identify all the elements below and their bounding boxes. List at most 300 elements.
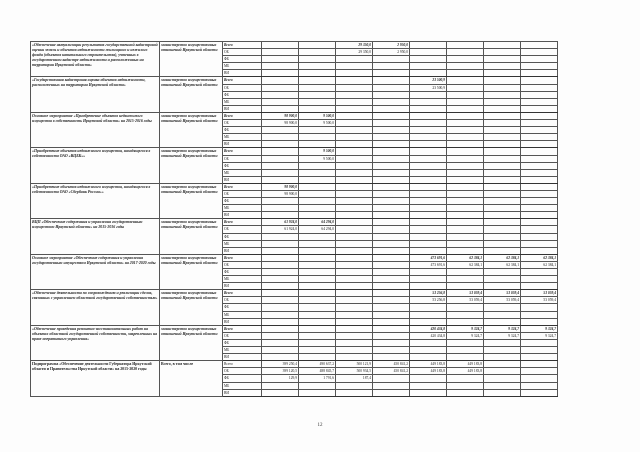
- value-cell: [484, 354, 521, 361]
- value-cell: [484, 169, 521, 176]
- funding-source-cell: МБ: [223, 63, 262, 70]
- value-cell: [410, 219, 447, 226]
- value-cell: [484, 148, 521, 155]
- value-cell: [410, 375, 447, 382]
- value-cell: 53 059,4: [484, 297, 521, 304]
- value-cell: [373, 233, 410, 240]
- value-cell: [373, 290, 410, 297]
- value-cell: [262, 269, 299, 276]
- value-cell: [447, 190, 484, 197]
- value-cell: [484, 247, 521, 254]
- value-cell: [521, 247, 558, 254]
- funding-source-cell: МБ: [223, 276, 262, 283]
- value-cell: [373, 205, 410, 212]
- measure-name-cell: ВЦП «Обеспечение содержания и управления государственным имуществом Иркутской области» на 2015-2016 годы: [31, 219, 160, 254]
- value-cell: [336, 254, 373, 261]
- value-cell: 399 250,4: [262, 361, 299, 368]
- value-cell: [336, 127, 373, 134]
- value-cell: [447, 120, 484, 127]
- value-cell: [521, 311, 558, 318]
- value-cell: [299, 382, 336, 389]
- value-cell: [410, 339, 447, 346]
- value-cell: [299, 49, 336, 56]
- funding-source-cell: Всего: [223, 219, 262, 226]
- value-cell: [521, 240, 558, 247]
- value-cell: [373, 84, 410, 91]
- value-cell: [262, 176, 299, 183]
- value-cell: [262, 318, 299, 325]
- value-cell: [373, 176, 410, 183]
- value-cell: [484, 361, 521, 368]
- funding-source-cell: ФБ: [223, 339, 262, 346]
- funding-source-cell: Всего: [223, 361, 262, 368]
- value-cell: [447, 56, 484, 63]
- value-cell: [521, 77, 558, 84]
- value-cell: [410, 155, 447, 162]
- value-cell: [336, 148, 373, 155]
- value-cell: 449 183,8: [447, 361, 484, 368]
- value-cell: 9 500,0: [299, 155, 336, 162]
- value-cell: [447, 283, 484, 290]
- value-cell: 449 183,8: [410, 368, 447, 375]
- funding-source-cell: ВИ: [223, 70, 262, 77]
- value-cell: 9 324,7: [521, 332, 558, 339]
- value-cell: 53 256,8: [410, 290, 447, 297]
- value-cell: [262, 134, 299, 141]
- value-cell: [299, 162, 336, 169]
- value-cell: [336, 240, 373, 247]
- value-cell: [410, 148, 447, 155]
- value-cell: [410, 127, 447, 134]
- value-cell: [373, 325, 410, 332]
- value-cell: 62 384,1: [484, 254, 521, 261]
- value-cell: [410, 276, 447, 283]
- value-cell: 61 924,0: [262, 226, 299, 233]
- funding-source-cell: Всего: [223, 325, 262, 332]
- value-cell: [410, 205, 447, 212]
- value-cell: [484, 205, 521, 212]
- value-cell: [262, 77, 299, 84]
- value-cell: [447, 339, 484, 346]
- value-cell: 53 059,4: [521, 290, 558, 297]
- value-cell: 98 900,0: [262, 120, 299, 127]
- value-cell: [262, 212, 299, 219]
- value-cell: [373, 226, 410, 233]
- value-cell: [410, 70, 447, 77]
- funding-source-cell: ОБ: [223, 297, 262, 304]
- value-cell: [336, 120, 373, 127]
- funding-source-cell: ФБ: [223, 162, 262, 169]
- value-cell: [447, 311, 484, 318]
- funding-source-cell: ВИ: [223, 212, 262, 219]
- value-cell: [521, 190, 558, 197]
- value-cell: 23 500,9: [410, 77, 447, 84]
- funding-source-cell: ВИ: [223, 247, 262, 254]
- value-cell: [447, 49, 484, 56]
- value-cell: 2 950,0: [373, 42, 410, 49]
- value-cell: [373, 389, 410, 396]
- value-cell: [484, 183, 521, 190]
- value-cell: [410, 382, 447, 389]
- funding-source-cell: ВИ: [223, 283, 262, 290]
- value-cell: [484, 70, 521, 77]
- value-cell: [484, 198, 521, 205]
- value-cell: [262, 254, 299, 261]
- executor-cell: министерство имущественных отношений Иркутской области: [160, 148, 223, 183]
- value-cell: [373, 56, 410, 63]
- table-row: [31, 112, 558, 119]
- value-cell: [336, 233, 373, 240]
- value-cell: [447, 91, 484, 98]
- value-cell: [262, 127, 299, 134]
- value-cell: [299, 325, 336, 332]
- value-cell: [447, 148, 484, 155]
- value-cell: [262, 261, 299, 268]
- measure-name-cell: «Приобретение объектов недвижимого имущества, находящегося в собственности ОАО «Сбербанк России»»: [31, 183, 160, 218]
- value-cell: 61 924,0: [262, 219, 299, 226]
- value-cell: [447, 84, 484, 91]
- value-cell: [299, 247, 336, 254]
- value-cell: [262, 98, 299, 105]
- value-cell: [484, 304, 521, 311]
- value-cell: 9 324,7: [484, 332, 521, 339]
- value-cell: [484, 120, 521, 127]
- executor-cell: министерство имущественных отношений Иркутской области: [160, 183, 223, 218]
- value-cell: [521, 176, 558, 183]
- value-cell: [299, 254, 336, 261]
- table-row: [31, 361, 558, 368]
- value-cell: [262, 389, 299, 396]
- value-cell: [484, 141, 521, 148]
- value-cell: [484, 318, 521, 325]
- table-row: [31, 183, 558, 190]
- value-cell: [447, 155, 484, 162]
- value-cell: 2 950,0: [373, 49, 410, 56]
- value-cell: [521, 56, 558, 63]
- value-cell: [299, 63, 336, 70]
- value-cell: [447, 354, 484, 361]
- executor-cell: министерство имущественных отношений Иркутской области: [160, 112, 223, 147]
- measure-name-cell: Подпрограмма «Обеспечение деятельности Губернатора Иркутской области и Правительства Иркутской области» на 2015-2020 годы: [31, 361, 160, 396]
- value-cell: 64 294,0: [299, 219, 336, 226]
- value-cell: 488 845,7: [299, 368, 336, 375]
- value-cell: 9 324,7: [484, 325, 521, 332]
- value-cell: 450 841,2: [373, 368, 410, 375]
- value-cell: [262, 332, 299, 339]
- value-cell: [299, 84, 336, 91]
- value-cell: [521, 112, 558, 119]
- value-cell: [410, 49, 447, 56]
- value-cell: [299, 42, 336, 49]
- funding-source-cell: ВИ: [223, 354, 262, 361]
- value-cell: [484, 56, 521, 63]
- value-cell: [336, 183, 373, 190]
- value-cell: [484, 112, 521, 119]
- value-cell: [521, 162, 558, 169]
- value-cell: [262, 155, 299, 162]
- value-cell: [299, 127, 336, 134]
- value-cell: 53 059,4: [521, 297, 558, 304]
- value-cell: [484, 382, 521, 389]
- value-cell: [336, 297, 373, 304]
- value-cell: [336, 155, 373, 162]
- value-cell: [373, 276, 410, 283]
- value-cell: [262, 354, 299, 361]
- value-cell: [484, 49, 521, 56]
- funding-source-cell: ВИ: [223, 105, 262, 112]
- value-cell: [410, 283, 447, 290]
- value-cell: [299, 240, 336, 247]
- value-cell: [373, 98, 410, 105]
- value-cell: [410, 190, 447, 197]
- value-cell: [299, 276, 336, 283]
- funding-source-cell: МБ: [223, 98, 262, 105]
- value-cell: [262, 325, 299, 332]
- measure-name-cell: «Приобретение объектов недвижимого имущества, находящегося в собственности ОАО «ВЦБК»»: [31, 148, 160, 183]
- value-cell: [521, 347, 558, 354]
- table-row: [31, 42, 558, 49]
- funding-source-cell: ФБ: [223, 91, 262, 98]
- value-cell: [373, 254, 410, 261]
- value-cell: [262, 141, 299, 148]
- value-cell: [299, 198, 336, 205]
- budget-table: [30, 41, 558, 397]
- funding-source-cell: МБ: [223, 205, 262, 212]
- value-cell: [521, 276, 558, 283]
- executor-cell: министерство имущественных отношений Иркутской области: [160, 325, 223, 360]
- funding-source-cell: ОБ: [223, 155, 262, 162]
- value-cell: [447, 276, 484, 283]
- value-cell: [336, 290, 373, 297]
- value-cell: [447, 347, 484, 354]
- value-cell: [299, 389, 336, 396]
- value-cell: [410, 63, 447, 70]
- funding-source-cell: МБ: [223, 382, 262, 389]
- funding-source-cell: ФБ: [223, 198, 262, 205]
- funding-source-cell: Всего: [223, 148, 262, 155]
- funding-source-cell: Всего: [223, 112, 262, 119]
- value-cell: [410, 347, 447, 354]
- value-cell: 53 059,4: [447, 297, 484, 304]
- value-cell: [373, 134, 410, 141]
- value-cell: 399 120,5: [262, 368, 299, 375]
- value-cell: [447, 304, 484, 311]
- value-cell: [336, 339, 373, 346]
- executor-cell: Всего, в том числе: [160, 361, 223, 396]
- table-row: [31, 219, 558, 226]
- value-cell: [336, 98, 373, 105]
- value-cell: [521, 183, 558, 190]
- value-cell: [336, 190, 373, 197]
- value-cell: [484, 134, 521, 141]
- value-cell: [336, 56, 373, 63]
- value-cell: [262, 297, 299, 304]
- funding-source-cell: ОБ: [223, 368, 262, 375]
- value-cell: [521, 318, 558, 325]
- value-cell: [484, 63, 521, 70]
- value-cell: [336, 382, 373, 389]
- value-cell: [410, 354, 447, 361]
- value-cell: [262, 290, 299, 297]
- value-cell: [447, 134, 484, 141]
- table-row: [31, 148, 558, 155]
- value-cell: 98 900,0: [262, 112, 299, 119]
- funding-source-cell: Всего: [223, 42, 262, 49]
- value-cell: [484, 233, 521, 240]
- value-cell: [521, 219, 558, 226]
- value-cell: [336, 162, 373, 169]
- value-cell: [336, 198, 373, 205]
- funding-source-cell: ФБ: [223, 375, 262, 382]
- value-cell: [447, 226, 484, 233]
- funding-source-cell: ОБ: [223, 332, 262, 339]
- value-cell: 9 324,7: [521, 325, 558, 332]
- value-cell: [410, 269, 447, 276]
- value-cell: [410, 105, 447, 112]
- value-cell: [484, 162, 521, 169]
- value-cell: [373, 219, 410, 226]
- value-cell: [484, 155, 521, 162]
- value-cell: [484, 98, 521, 105]
- value-cell: [299, 205, 336, 212]
- value-cell: [484, 283, 521, 290]
- funding-source-cell: ФБ: [223, 56, 262, 63]
- value-cell: [521, 375, 558, 382]
- value-cell: [447, 205, 484, 212]
- value-cell: [373, 70, 410, 77]
- value-cell: [373, 63, 410, 70]
- value-cell: [447, 318, 484, 325]
- value-cell: [447, 127, 484, 134]
- value-cell: [410, 169, 447, 176]
- value-cell: [447, 198, 484, 205]
- funding-source-cell: ВИ: [223, 389, 262, 396]
- value-cell: [410, 226, 447, 233]
- value-cell: [373, 375, 410, 382]
- value-cell: 23 500,9: [410, 84, 447, 91]
- value-cell: [484, 240, 521, 247]
- value-cell: [262, 205, 299, 212]
- funding-source-cell: ОБ: [223, 120, 262, 127]
- funding-source-cell: ОБ: [223, 190, 262, 197]
- value-cell: [410, 240, 447, 247]
- value-cell: [447, 98, 484, 105]
- value-cell: [336, 389, 373, 396]
- value-cell: [336, 354, 373, 361]
- value-cell: [447, 141, 484, 148]
- value-cell: [484, 339, 521, 346]
- value-cell: [299, 297, 336, 304]
- value-cell: [262, 42, 299, 49]
- value-cell: [373, 148, 410, 155]
- funding-source-cell: ВИ: [223, 318, 262, 325]
- value-cell: [262, 240, 299, 247]
- value-cell: [262, 283, 299, 290]
- value-cell: [447, 105, 484, 112]
- value-cell: [336, 134, 373, 141]
- value-cell: [521, 304, 558, 311]
- value-cell: [410, 247, 447, 254]
- value-cell: [373, 240, 410, 247]
- value-cell: [373, 127, 410, 134]
- value-cell: [521, 63, 558, 70]
- value-cell: [521, 368, 558, 375]
- value-cell: [410, 112, 447, 119]
- value-cell: [336, 176, 373, 183]
- value-cell: [373, 297, 410, 304]
- value-cell: [373, 269, 410, 276]
- value-cell: [521, 127, 558, 134]
- value-cell: [373, 347, 410, 354]
- value-cell: 62 384,1: [447, 261, 484, 268]
- value-cell: [336, 205, 373, 212]
- value-cell: [484, 311, 521, 318]
- value-cell: 500 934,5: [336, 368, 373, 375]
- value-cell: [521, 42, 558, 49]
- value-cell: [484, 347, 521, 354]
- executor-cell: министерство имущественных отношений Иркутской области: [160, 254, 223, 289]
- value-cell: [521, 98, 558, 105]
- value-cell: [336, 77, 373, 84]
- value-cell: [373, 183, 410, 190]
- value-cell: [299, 332, 336, 339]
- value-cell: [336, 226, 373, 233]
- value-cell: [299, 98, 336, 105]
- value-cell: 449 183,8: [410, 361, 447, 368]
- value-cell: [336, 112, 373, 119]
- value-cell: [262, 148, 299, 155]
- value-cell: [373, 141, 410, 148]
- value-cell: [410, 91, 447, 98]
- value-cell: [336, 141, 373, 148]
- value-cell: [373, 311, 410, 318]
- value-cell: [447, 63, 484, 70]
- value-cell: 9 500,0: [299, 112, 336, 119]
- funding-source-cell: МБ: [223, 134, 262, 141]
- funding-source-cell: МБ: [223, 240, 262, 247]
- value-cell: [373, 354, 410, 361]
- value-cell: [299, 190, 336, 197]
- value-cell: [410, 183, 447, 190]
- value-cell: [373, 261, 410, 268]
- value-cell: [299, 141, 336, 148]
- value-cell: [373, 112, 410, 119]
- value-cell: [262, 198, 299, 205]
- value-cell: [373, 212, 410, 219]
- value-cell: 53 256,8: [410, 297, 447, 304]
- funding-source-cell: Всего: [223, 77, 262, 84]
- value-cell: [447, 42, 484, 49]
- value-cell: [336, 70, 373, 77]
- value-cell: 9 500,0: [299, 120, 336, 127]
- value-cell: 450 841,2: [373, 361, 410, 368]
- value-cell: 129,9: [262, 375, 299, 382]
- value-cell: [521, 155, 558, 162]
- value-cell: [336, 169, 373, 176]
- value-cell: [447, 183, 484, 190]
- value-cell: [447, 70, 484, 77]
- value-cell: 420 434,8: [410, 325, 447, 332]
- value-cell: [447, 212, 484, 219]
- value-cell: [262, 382, 299, 389]
- value-cell: [447, 247, 484, 254]
- value-cell: [484, 127, 521, 134]
- value-cell: 187,4: [336, 375, 373, 382]
- value-cell: [521, 91, 558, 98]
- value-cell: 53 059,4: [447, 290, 484, 297]
- value-cell: [262, 347, 299, 354]
- executor-cell: министерство имущественных отношений Иркутской области: [160, 42, 223, 77]
